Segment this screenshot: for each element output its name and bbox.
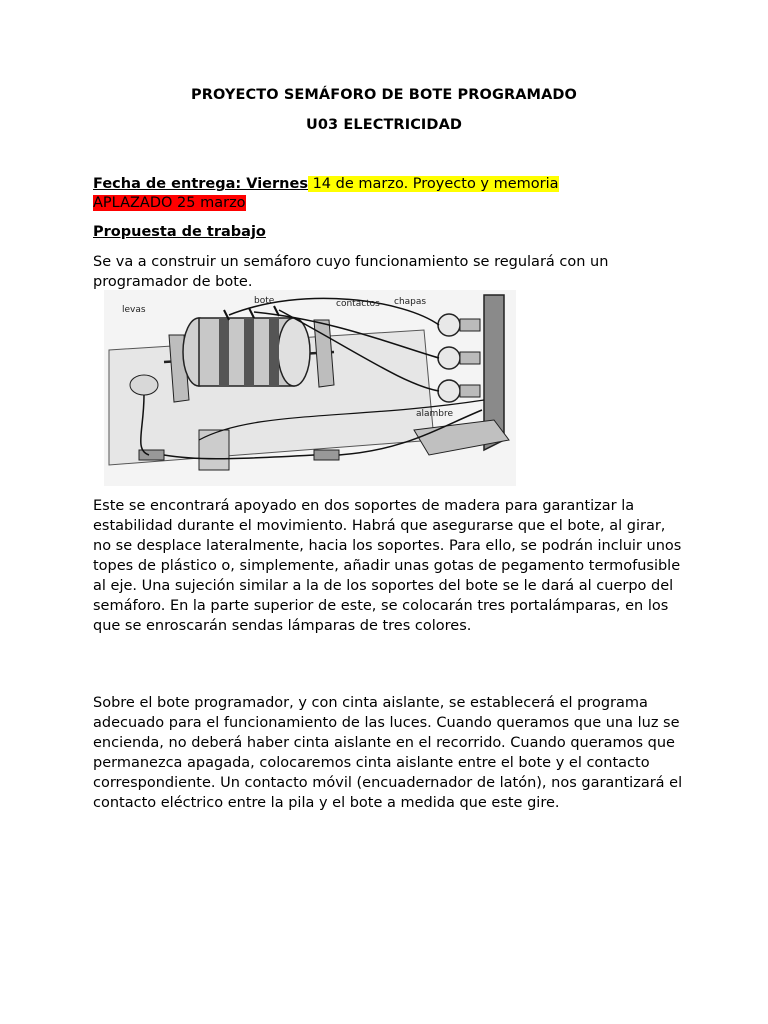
paragraph-intro: Se va a construir un semáforo cuyo funcionamiento se regulará con un programador de bote. — [93, 254, 609, 290]
label-contactos: contactos — [336, 299, 380, 309]
circuit-diagram — [104, 290, 516, 486]
label-levas: levas — [122, 305, 146, 315]
paragraph-program: Sobre el bote programador, y con cinta aislante, se establecerá el programa adecuado para el funcionamiento de las luces. Cuando queramos que una luz se encienda, no deberá haber cinta aislante en el recorrido. Cuando queramos que permanezca apagada, colocaremos cinta aislante entre el bote y el contacto correspondiente. Un contacto móvil (encuadernador de latón), nos garantizará el contacto eléctrico entre la pila y el bote a medida que este gire. — [93, 695, 683, 811]
document-title: PROYECTO SEMÁFORO DE BOTE PROGRAMADO — [191, 87, 577, 103]
label-chapas: chapas — [394, 297, 427, 307]
label-bote: bote — [254, 296, 275, 306]
section-heading: Propuesta de trabajo — [93, 224, 266, 240]
due-date-label: Fecha de entrega: Viernes — [93, 176, 308, 192]
circuit-diagram-figure — [104, 290, 516, 486]
postponed-notice: APLAZADO 25 marzo — [93, 195, 246, 211]
due-date-line — [93, 175, 693, 213]
document-subtitle: U03 ELECTRICIDAD — [305, 117, 463, 133]
paragraph-supports: Este se encontrará apoyado en dos soportes de madera para garantizar la estabilidad durante el movimiento. Habrá que asegurarse que el bote, al girar, no se desplace lateralmente, hacia los soportes. Para ello, se podrán incluir unos topes de plástico o, simplemente, añadir unas gotas de pegamento termofusible al eje. Una sujeción similar a la de los soportes del bote se le dará al cuerpo del semáforo. En la parte superior de este, se colocarán tres portalámparas, en los que se enroscarán sendas lámparas de tres colores. — [93, 498, 682, 634]
label-alambre: alambre — [416, 409, 454, 419]
due-date-text: 14 de marzo. Proyecto y memoria — [307, 176, 559, 192]
